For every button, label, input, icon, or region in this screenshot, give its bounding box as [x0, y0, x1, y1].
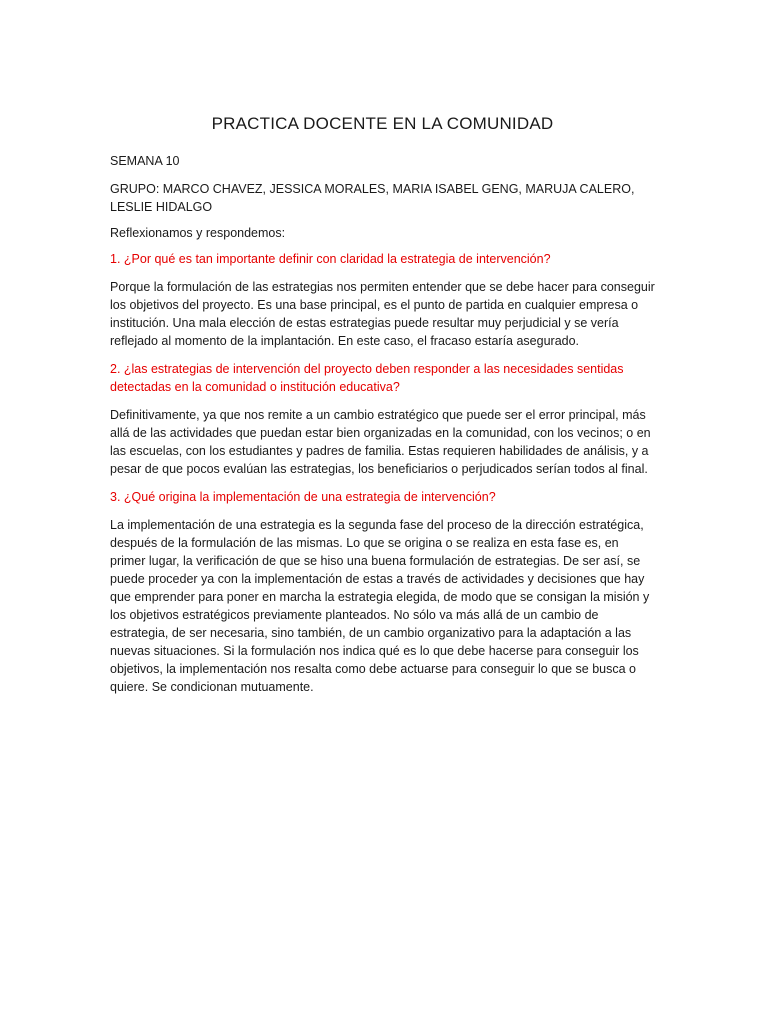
week-label: SEMANA 10: [110, 154, 180, 168]
question-2: 2. ¿las estrategias de intervención del proyecto deben responder a las necesidades sentidas detectadas en la comunidad o institución educativa?: [110, 362, 624, 394]
answer-1: Porque la formulación de las estrategias nos permiten entender que se debe hacer para conseguir los objetivos del proyecto. Es una base principal, es el punto de partida en cualquier empresa o institución. Una mala elección de estas estrategias puede resultar muy perjudicial y se vería reflejado al momento de la implantación. En este caso, el fracaso estaría asegurado.: [110, 280, 655, 348]
group-members: GRUPO: MARCO CHAVEZ, JESSICA MORALES, MARIA ISABEL GENG, MARUJA CALERO, LESLIE HIDALGO: [110, 182, 635, 214]
document-title: PRACTICA DOCENTE EN LA COMUNIDAD: [211, 114, 554, 133]
answer-2: Definitivamente, ya que nos remite a un cambio estratégico que puede ser el error principal, más allá de las actividades que puedan estar bien organizadas en la comunidad, con los vecinos; o en las escuelas, con los estudiantes y padres de familia. Estas requieren habilidades de análisis, y a pesar de que pocos evalúan las estrategias, los beneficiarios o perjudicados serían todos al final.: [110, 408, 651, 476]
question-3: 3. ¿Qué origina la implementación de una estrategia de intervención?: [110, 490, 496, 504]
answer-3: La implementación de una estrategia es la segunda fase del proceso de la dirección estratégica, después de la formulación de las mismas. Lo que se origina o se realiza en esta fase es, en primer lugar, la verificación de que se hiso una buena formulación de estrategias. De ser así, se puede proceder ya con la implementación de estas a través de actividades y decisiones que hay que emprender para poner en marcha la estrategia elegida, de modo que se consigan la misión y los objetivos estratégicos previamente planteados. No sólo va más allá de un cambio de estrategia, de ser necesaria, sino también, de un cambio organizativo para la adaptación a las nuevas situaciones. Si la formulación nos indica qué es lo que debe hacerse para conseguir los objetivos, la implementación nos resalta como debe actuarse para conseguir lo que se busca o quiere. Se condicionan mutuamente.: [110, 518, 650, 694]
document-body: [110, 114, 655, 706]
intro-text: Reflexionamos y respondemos:: [110, 226, 286, 240]
question-1: 1. ¿Por qué es tan importante definir con claridad la estrategia de intervención?: [110, 252, 551, 266]
